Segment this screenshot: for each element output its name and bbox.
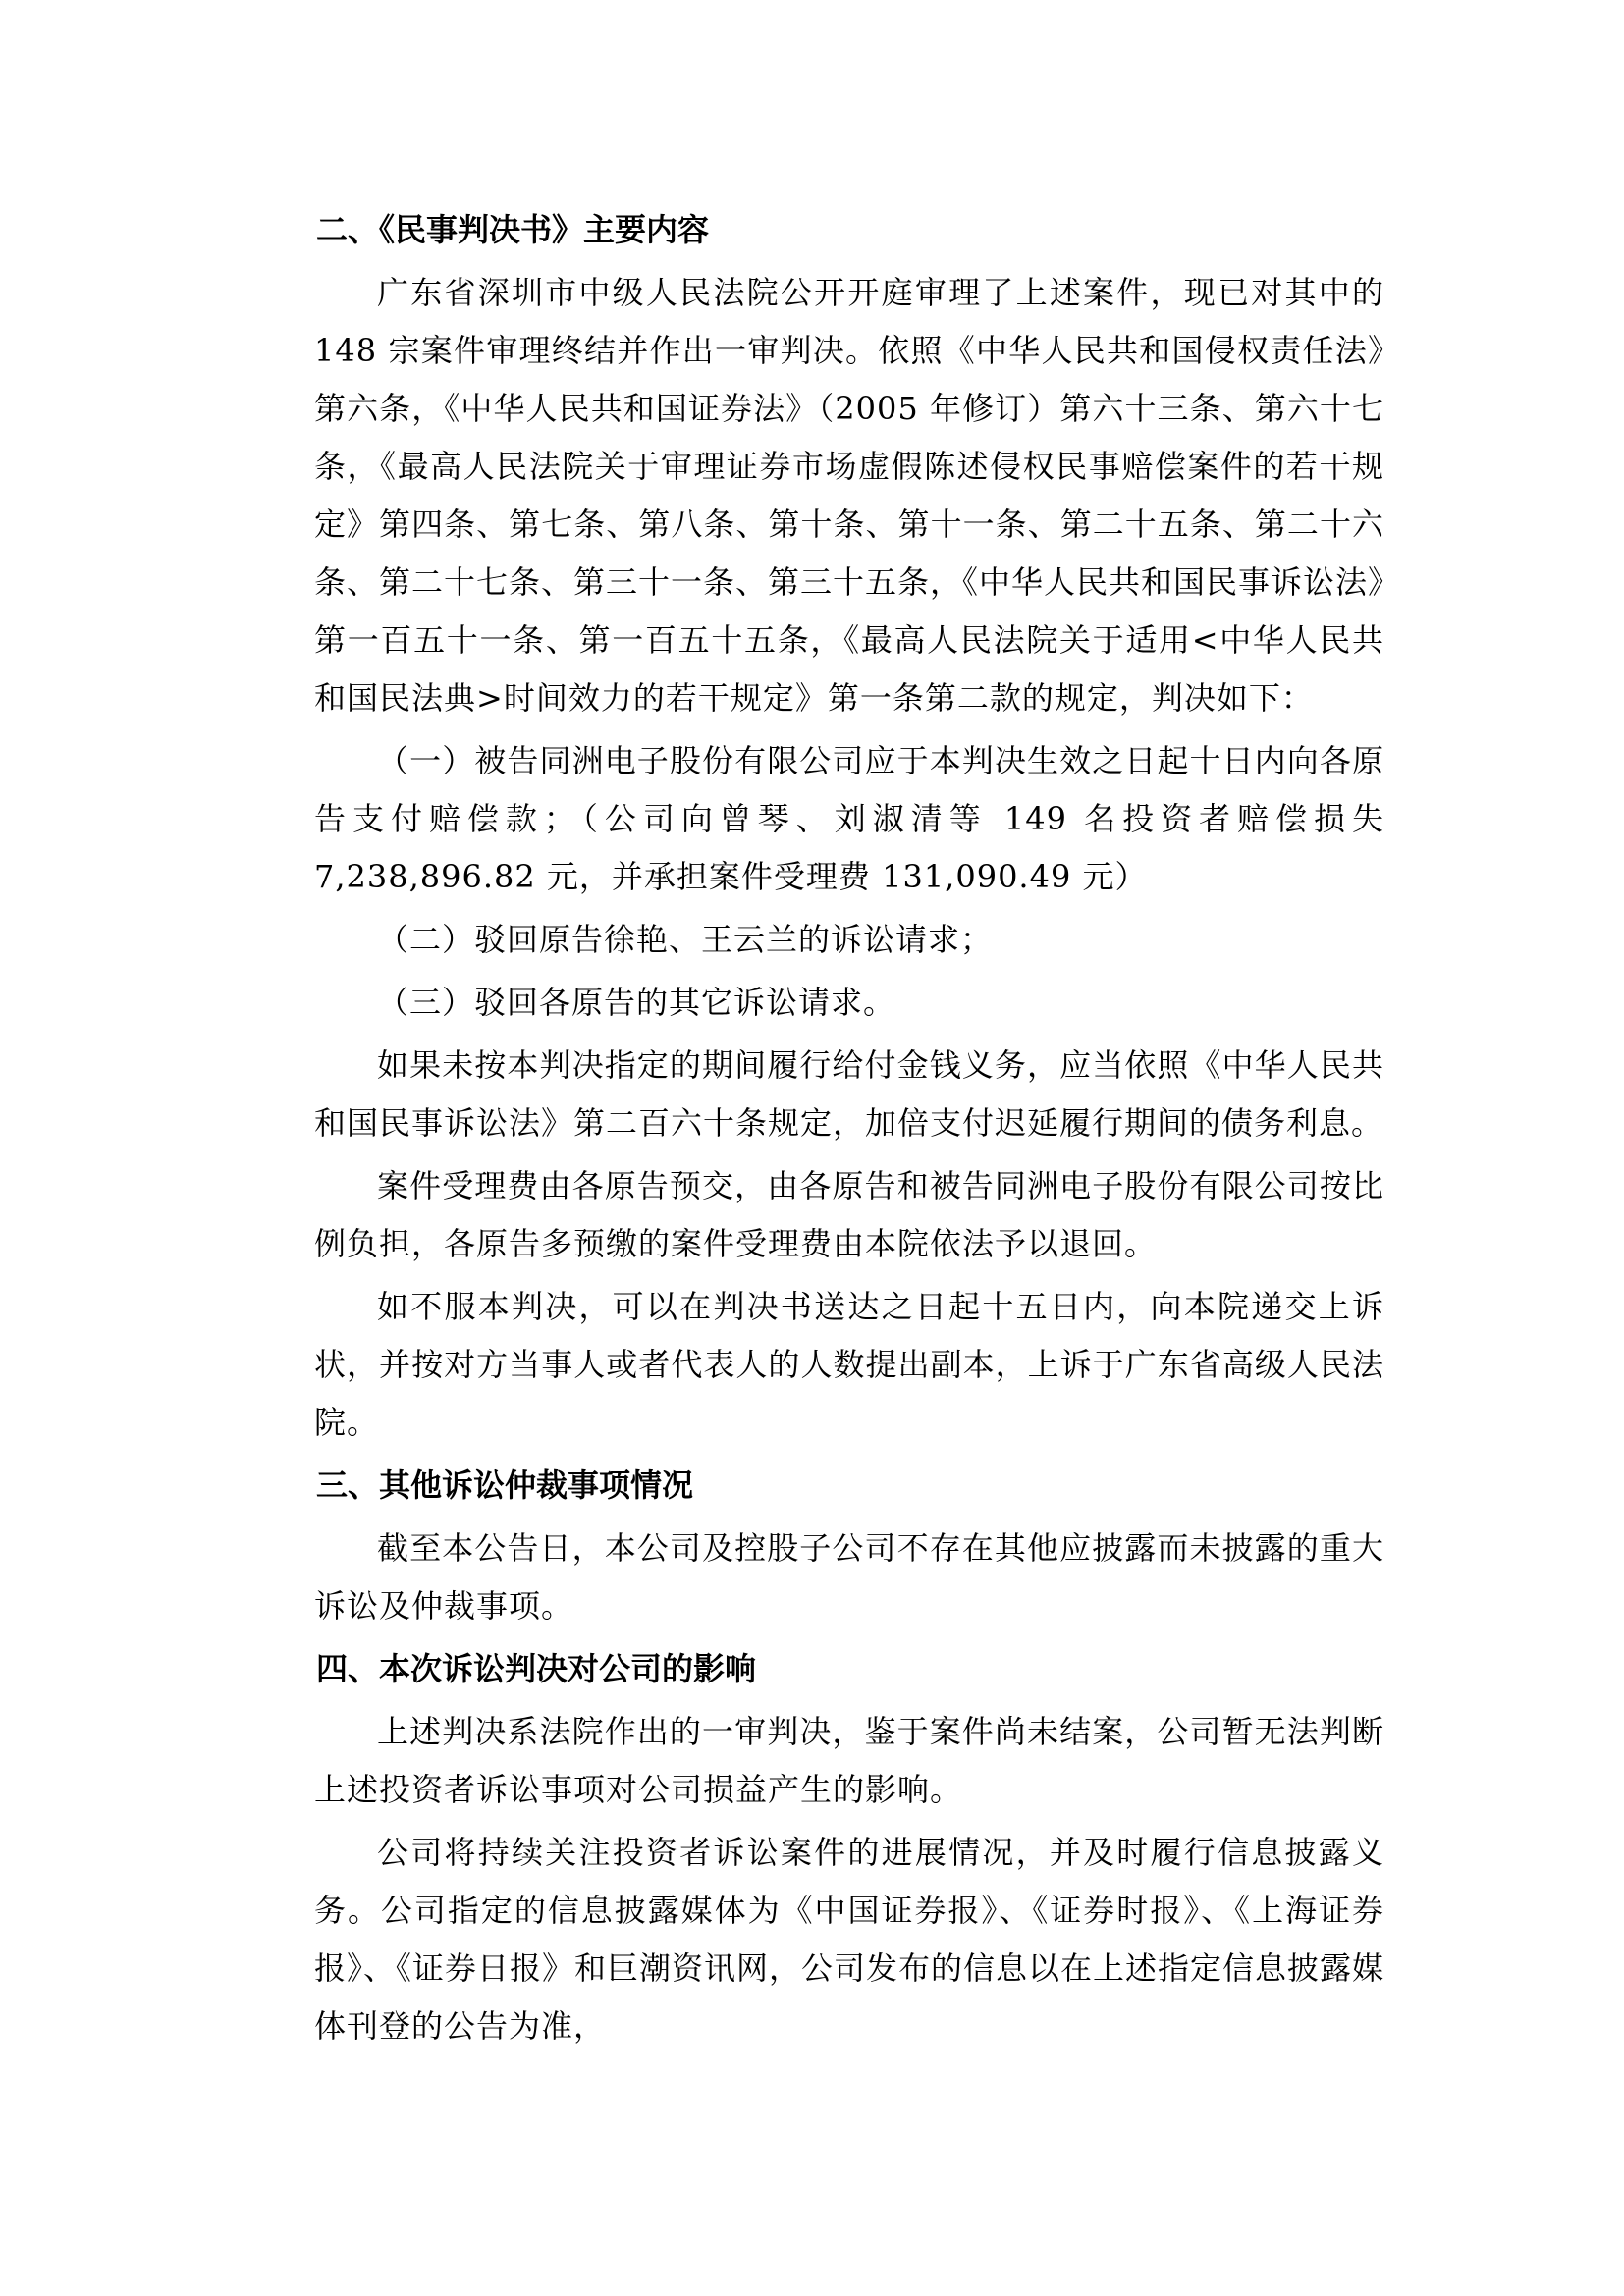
section-heading-impact: 四、本次诉讼判决对公司的影响 — [316, 1650, 757, 1687]
paragraph-judgment-item-3: （三）驳回各原告的其它诉讼请求。 — [377, 984, 896, 1021]
section-heading-other-litigation: 三、其他诉讼仲裁事项情况 — [316, 1467, 694, 1504]
section-heading-judgment: 二、《民事判决书》主要内容 — [316, 211, 710, 248]
paragraph-judgment-item-1: （一）被告同洲电子股份有限公司应于本判决生效之日起十日内向各原告支付赔偿款；（公司向曾琴、刘淑清等 149 名投资者赔偿损失 7,238,896.82 元，并承担案件受理费 131,090.49 元） — [314, 742, 1384, 895]
paragraph-judgment-basis: 广东省深圳市中级人民法院公开开庭审理了上述案件，现已对其中的 148 宗案件审理终结并作出一审判决。依照《中华人民共和国侵权责任法》第六条，《中华人民共和国证券法》（2005 年修订）第六十三条、第六十七条，《最高人民法院关于审理证券市场虚假陈述侵权民事赔偿案件的若干规定》第四条、第七条、第八条、第十条、第十一条、第二十五条、第二十六条、第二十七条、第三十一条、第三十五条，《中华人民共和国民事诉讼法》第一百五十一条、第一百五十五条，《最高人民法院关于适用<中华人民共和国民法典>时间效力的若干规定》第一条第二款的规定，判决如下： — [314, 274, 1385, 717]
paragraph-impact: 上述判决系法院作出的一审判决，鉴于案件尚未结案，公司暂无法判断上述投资者诉讼事项对公司损益产生的影响。 — [314, 1713, 1384, 1808]
paragraph-case-fee: 案件受理费由各原告预交，由各原告和被告同洲电子股份有限公司按比例负担，各原告多预缴的案件受理费由本院依法予以退回。 — [314, 1167, 1384, 1262]
paragraph-disclosure: 公司将持续关注投资者诉讼案件的进展情况，并及时履行信息披露义务。公司指定的信息披露媒体为《中国证券报》、《证券时报》、《上海证券报》、《证券日报》和巨潮资讯网，公司发布的信息以在上述指定信息披露媒体刊登的公告为准， — [314, 1834, 1385, 2045]
paragraph-appeal: 如不服本判决，可以在判决书送达之日起十五日内，向本院递交上诉状，并按对方当事人或者代表人的人数提出副本，上诉于广东省高级人民法院。 — [314, 1288, 1384, 1441]
paragraph-other-litigation: 截至本公告日，本公司及控股子公司不存在其他应披露而未披露的重大诉讼及仲裁事项。 — [314, 1529, 1384, 1625]
document-body — [314, 201, 1384, 2060]
paragraph-judgment-item-2: （二）驳回原告徐艳、王云兰的诉讼请求； — [377, 921, 994, 958]
paragraph-late-performance: 如果未按本判决指定的期间履行给付金钱义务，应当依照《中华人民共和国民事诉讼法》第二百六十条规定，加倍支付迟延履行期间的债务利息。 — [314, 1046, 1384, 1142]
